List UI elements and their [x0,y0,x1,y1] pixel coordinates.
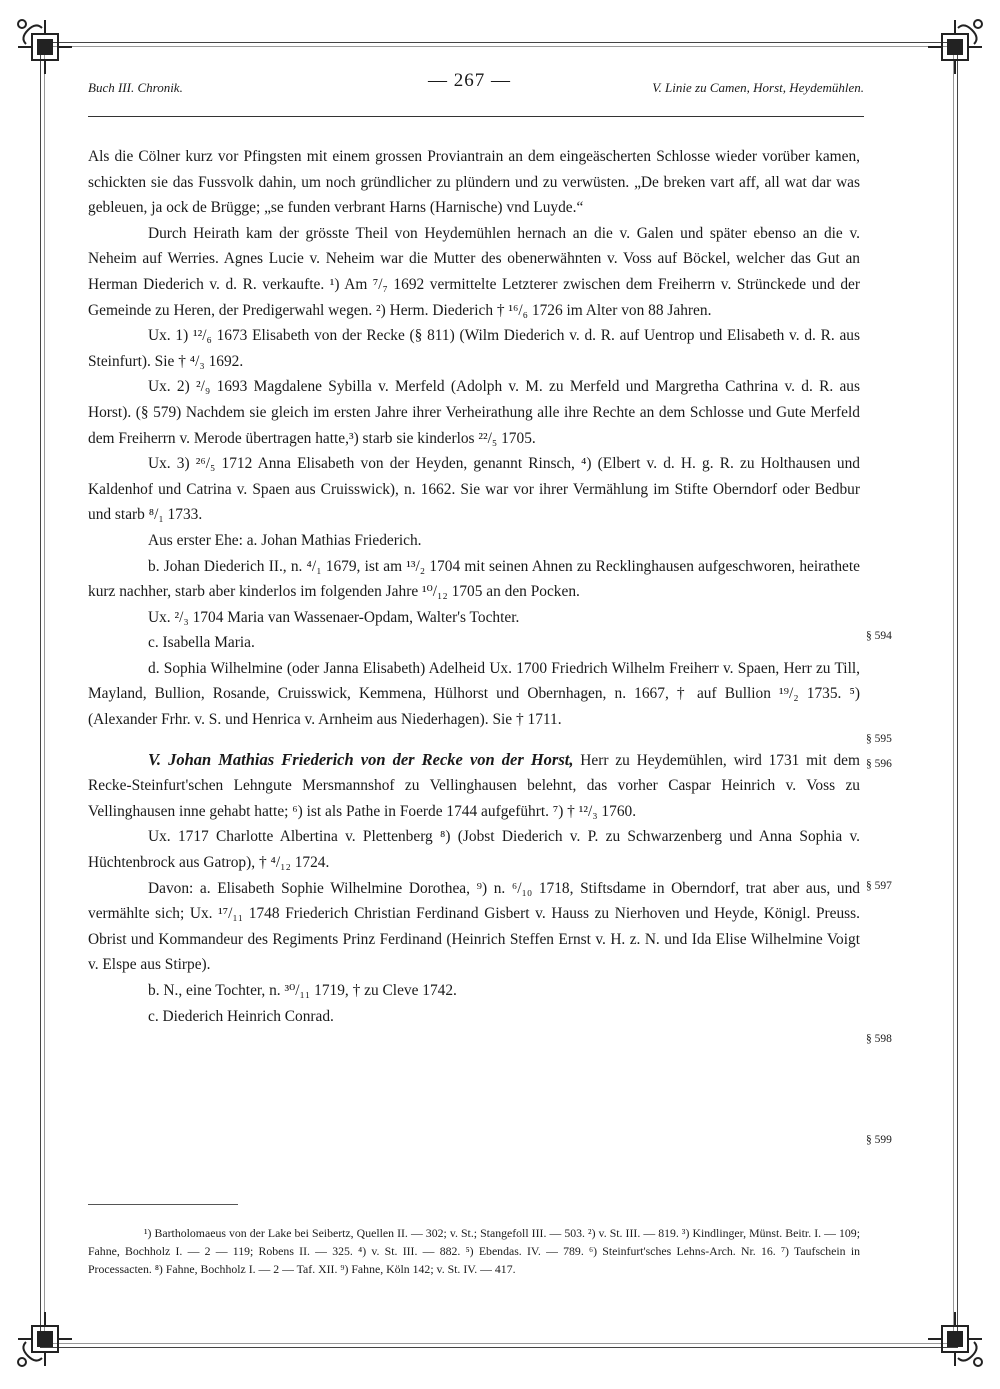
footnotes [88,1224,860,1279]
corner-ornament-icon [14,1308,76,1370]
paragraph: Durch Heirath kam der grösste Theil von Heydemühlen hernach an die v. Galen und später ebenso an die v. Neheim auf Werries. Agnes Lucie v. Neheim war die Mutter des obenerwähnten v. Voss auf Böckel, welcher das Gut an Herman Diederich v. d. R. verkaufte. ¹) Am ⁷/₇ 1692 vermittelte Letzterer zwischen dem Freiherrn v. Strünckede und der Gemeinde zu Heren, der Predigerwahl wegen. ²) Herm. Diederich † ¹⁶/₆ 1726 im Alter von 88 Jahren. [88,224,860,319]
corner-ornament-icon [924,1308,986,1370]
margin-note: § 598 [866,1033,892,1045]
header-right: V. Linie zu Camen, Horst, Heydemühlen. [652,80,864,95]
section-heading: V. Johan Mathias Friederich von der Recke von der Horst, [148,749,574,769]
page-number: — 267 — [428,70,511,91]
paragraph: Ux. 3) ²⁶/₅ 1712 Anna Elisabeth von der Heyden, genannt Rinsch, ⁴) (Elbert v. d. H. g. R. zu Holthausen und Kaldenhof und Catrina v. Spaen aus Cruisswick), n. 1662. Sie war vor ihrer Vermählung im Stifte Oberndorf oder Bedbur und starb ⁸/₁ 1733. [88,455,860,524]
footnote-rule [88,1204,238,1205]
margin-note: § 599 [866,1134,892,1146]
paragraph: Aus erster Ehe: a. Johan Mathias Friederich. [148,531,422,549]
paragraph: b. Johan Diederich II., n. ⁴/₁ 1679, ist am ¹³/₂ 1704 mit seinen Ahnen zu Recklinghausen aufgeschworen, heirathete kurz nachher, starb aber kinderlos im folgenden Jahre ¹⁰/₁₂ 1705 an den Pocken. [88,557,860,601]
main-text [88,144,860,1029]
paragraph: d. Sophia Wilhelmine (oder Janna Elisabeth) Adelheid Ux. 1700 Friedrich Wilhelm Freiherr v. Spaen, Herr zu Till, Mayland, Bullion, Rosande, Cruisswick, Kemmena, Hülhorst und Obernhagen, n. 1667, † auf Bullion ¹⁹/₂ 1735. ⁵) (Alexander Frhr. v. S. und Henrica v. Arnheim aus Niederhagen). Sie † 1711. [88,659,860,729]
paragraph: Ux. 1) ¹²/₆ 1673 Elisabeth von der Recke (§ 811) (Wilm Diederich v. d. R. auf Uentrop und Elisabeth v. d. R. aus Steinfurt). Sie † ⁴/₃ 1692. [88,327,860,370]
paragraph: b. N., eine Tochter, n. ³⁰/₁₁ 1719, † zu Cleve 1742. [148,982,457,999]
paragraph: Ux. 1717 Charlotte Albertina v. Plettenberg ⁸) (Jobst Diederich v. P. zu Schwarzenberg und Anna Sophia v. Hüchtenbrock aus Gatrop), † ⁴/₁₂ 1724. [88,828,860,872]
section-paragraph [88,747,860,825]
paragraph: Ux. 2) ²/₉ 1693 Magdalene Sybilla v. Merfeld (Adolph v. M. zu Merfeld und Margretha Cathrina v. d. R. aus Horst). (§ 579) Nachdem sie gleich im ersten Jahre ihrer Verheirathung alle ihre Rechte an dem Schlosse und Gute Merfeld dem Freiherrn v. Merode übertragen hatte,³) starb sie kinderlos ²²/₅ 1705. [88,378,860,447]
margin-note: § 594 [866,630,892,642]
paragraph: c. Diederich Heinrich Conrad. [148,1007,334,1025]
paragraph-text: Herr zu Heydemühlen, wird 1731 mit dem Recke-Steinfurt'schen Lehngute Mersmannshof zu Vellinghausen belehnt, das vorher Caspar Heinrich v. Voss zu Vellinghausen inne gehabt hatte; ⁶) ist als Pathe in Foerde 1744 aufgeführt. ⁷) † ¹²/₃ 1760. [88,751,860,820]
running-header [88,70,864,104]
margin-note: § 596 [866,758,892,770]
paragraph: Davon: a. Elisabeth Sophie Wilhelmine Dorothea, ⁹) n. ⁶/₁₀ 1718, Stiftsdame in Oberndorf, trat aber aus, und vermählte sich; Ux. ¹⁷/₁₁ 1748 Friederich Christian Ferdinand Gisbert v. Hauss zu Nierhoven und Heyde, Königl. Preuss. Obrist und Kommandeur des Regiments Prinz Ferdinand (Heinrich Steffen Ernst v. H. z. N. und Ida Elise Wilhelmine Voigt v. Elspe aus Stirpe). [88,879,860,974]
paragraph: c. Isabella Maria. [148,634,255,652]
header-left: Buch III. Chronik. [88,80,183,95]
paragraph: Als die Cölner kurz vor Pfingsten mit einem grossen Proviantrain an dem eingeäscherten Schlosse wieder vorüber kamen, schickten sie das Fussvolk dahin, um noch gründlicher zu plündern und zu verwüsten. „De breken vart aff, all wat dar was gebleuen, ja ock de Brügge; „se funden verbrant Harns (Harnische) vnd Luyde.“ [88,148,860,217]
paragraph: Ux. ²/₃ 1704 Maria van Wassenaer-Opdam, Walter's Tochter. [148,608,520,626]
corner-ornament-icon [14,16,76,78]
margin-note: § 597 [866,880,892,892]
margin-note: § 595 [866,733,892,745]
header-rule [88,116,864,117]
footnote-text: ¹) Bartholomaeus von der Lake bei Seibertz, Quellen II. — 302; v. St.; Stangefoll III. — 503. ²) v. St. III. — 819. ³) Kindlinger, Münst. Beitr. I. — 109; Fahne, Bochholz I. — 2 — 119; Robens II. — 325. ⁴) v. St. III. — 882. ⁵) Ebendas. IV. — 789. ⁶) Steinfurt'sches Lehns-Arch. Nr. 16. ⁷) Taufschein in Processacten. ⁸) Fahne, Bochholz I. — 2 — Taf. XII. ⁹) Fahne, Köln 142; v. St. IV. — 417. [88,1226,860,1277]
corner-ornament-icon [924,16,986,78]
